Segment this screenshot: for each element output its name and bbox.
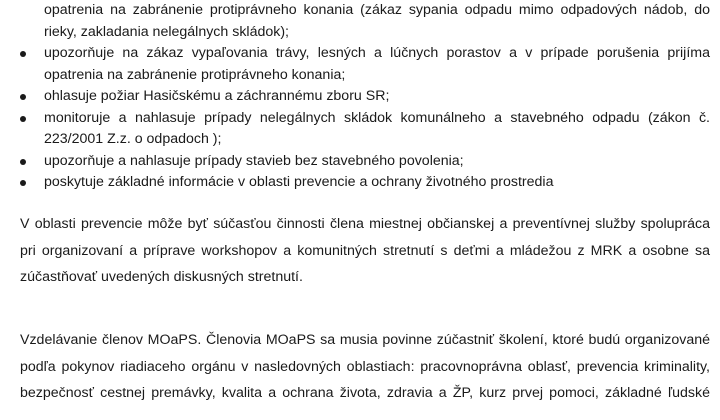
bullet-item	[20, 108, 710, 151]
bullet-line: ohlasuje požiar Hasičskému a záchrannému zboru SR;	[44, 88, 390, 104]
education-paragraph	[20, 327, 710, 407]
bullet-text	[44, 151, 710, 173]
bullet-dot-icon	[20, 51, 26, 57]
bullet-line: upozorňuje na zákaz vypaľovania trávy, lesných a lúčnych porastov a v prípade porušenia prijíma	[44, 45, 710, 61]
bullet-item	[20, 151, 710, 173]
paragraph-line: zúčastňovať uvedených diskusných stretnutí.	[20, 269, 303, 285]
bullet-item	[20, 43, 710, 86]
bullet-text	[44, 43, 710, 86]
bullet-line: opatrenia na zabránenie protiprávneho konania;	[44, 66, 346, 83]
paragraph-line: bezpečnosť cestnej premávky, kvalita a ochrana života, zdravia a ŽP, kurz prvej pomoci, základné ľudské	[20, 385, 710, 401]
bullet-text	[44, 86, 710, 108]
bullet-text	[44, 0, 710, 43]
bullet-item	[20, 86, 710, 108]
duties-bullet-list	[20, 0, 710, 194]
bullet-line: opatrenia na zabránenie protiprávneho konania (zákaz sypania odpadu mimo odpadových nádob, do	[44, 2, 710, 18]
bullet-line: monitoruje a nahlasuje prípady nelegálnych skládok komunálneho a stavebného odpadu (zákon č.	[44, 109, 710, 126]
bullet-text	[44, 108, 710, 151]
paragraph-line: V oblasti prevencie môže byť súčasťou činnosti člena miestnej občianskej a preventívnej služby spolupráca	[20, 216, 710, 232]
bullet-dot-icon	[20, 180, 26, 186]
prevention-paragraph	[20, 211, 710, 291]
bullet-dot-icon	[20, 116, 26, 122]
bullet-line: 223/2001 Z.z. o odpadoch );	[44, 131, 222, 147]
bullet-text	[44, 172, 710, 194]
bullet-line: upozorňuje a nahlasuje prípady stavieb bez stavebného povolenia;	[44, 152, 464, 169]
bullet-dot-icon	[20, 94, 26, 100]
bullet-item	[20, 172, 710, 194]
bullet-line: rieky, zakladania nelegálnych skládok);	[44, 23, 289, 40]
bullet-dot-icon	[20, 159, 26, 165]
paragraph-line: pri organizovaní a príprave workshopov a komunitných stretnutí s deťmi a mládežou z MRK a osobne sa	[20, 242, 710, 259]
paragraph-line: podľa pokynov riadiaceho orgánu v nasledovných oblastiach: pracovnoprávna oblasť, prevencia kriminality,	[20, 358, 710, 375]
paragraph-line: Vzdelávanie členov MOaPS. Členovia MOaPS sa musia povinne zúčastniť školení, ktoré budú organizované	[20, 332, 710, 348]
bullet-line: poskytuje základné informácie v oblasti prevencie a ochrany životného prostredia	[44, 174, 554, 190]
bullet-item	[20, 0, 710, 43]
